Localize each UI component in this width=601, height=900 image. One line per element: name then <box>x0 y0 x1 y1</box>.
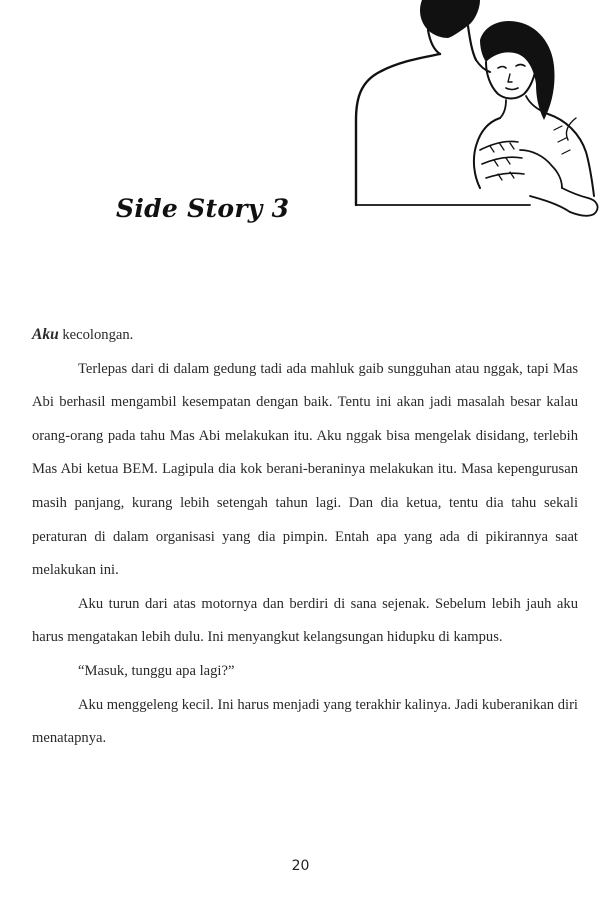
opening-line <box>32 318 578 353</box>
paragraph: Terlepas dari di dalam gedung tadi ada mahluk gaib sungguhan atau nggak, tapi Mas Abi berhasil mengambil kesempatan dengan baik. Tentu ini akan jadi masalah besar kalau orang-orang pada tahu Mas Abi melakukan itu. Aku nggak bisa mengelak disidang, terlebih Mas Abi ketua BEM. Lagipula dia kok berani-beraninya melakukan itu. Masa kepengurusan masih panjang, kurang lebih setengah tahun lagi. Dan dia ketua, tentu dia tahu sekali peraturan di dalam organisasi yang dia pimpin. Entah apa yang ada di pikirannya saat melakukan ini. <box>32 360 578 579</box>
opening-line-rest: kecolongan. <box>58 327 134 343</box>
lead-word: Aku <box>32 326 59 343</box>
page-number: 20 <box>291 858 310 874</box>
paragraph: Aku menggeleng kecil. Ini harus menjadi yang terakhir kalinya. Jadi kuberanikan diri menatapnya. <box>32 696 578 747</box>
paragraph: Aku turun dari atas motornya dan berdiri di sana sejenak. Sebelum lebih jauh aku harus mengatakan lebih dulu. Ini menyangkut kelangsungan hidupku di kampus. <box>32 595 578 646</box>
couple-illustration <box>330 0 601 232</box>
dialogue-line: “Masuk, tunggu apa lagi?” <box>78 662 235 679</box>
story-body <box>32 318 578 756</box>
chapter-title: Side Story 3 <box>116 194 290 223</box>
